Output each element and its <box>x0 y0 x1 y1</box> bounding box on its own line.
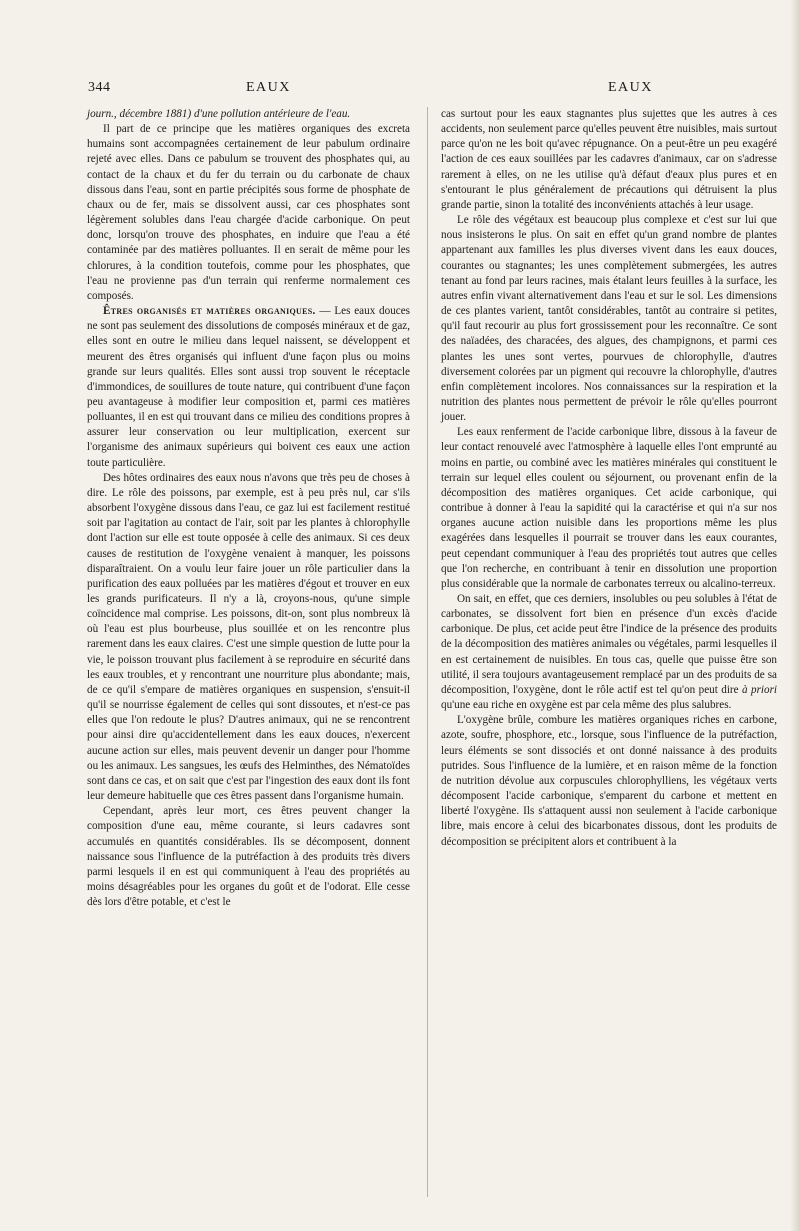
column-divider <box>427 107 428 1197</box>
left-column <box>87 107 410 910</box>
paragraph-text: qu'une eau riche en oxygène est par cela même des plus salubres. <box>441 699 732 712</box>
paragraph: L'oxygène brûle, combure les matières organiques riches en carbone, azote, soufre, phosphore, etc., lorsque, sous l'influence de la putréfaction, leurs éléments se sont dissociés et ont donné naissance à des produits putrides. Sous l'influence de la lumière, et en raison même de la fonction de nutrition dévolue aux corpuscules chlorophylliens, les végétaux verts décomposent l'acide carbonique, s'emparent du carbone et mettent en liberté l'oxygène. Ils s'attaquent aussi non seulement à l'acide carbonique libre, mais encore à celui des bicarbonates dissous, dont les produits de décomposition se précipitent alors et contribuent à la <box>441 714 777 848</box>
paragraph <box>441 592 777 713</box>
page-number: 344 <box>88 80 111 95</box>
paragraph-text: On sait, en effet, que ces derniers, insolubles ou peu solubles à l'état de carbonates, se dissolvent fort bien en présence d'un excès d'acide carbonique. De plus, cet acide peut être l'indice de la présence des produits de la décomposition des matières animales ou végétales, parmi lesquelles il en est certainement de nuisibles. En tous cas, quelle que puisse être son utilité, il sera toujours avantageusement remplacé par un des produits de sa décomposition, l'oxygène, dont le rôle actif est tel qu'on peut dire <box>441 593 777 696</box>
paragraph-continuation <box>87 107 410 122</box>
paragraph: Les eaux renferment de l'acide carbonique libre, dissous à la faveur de leur contact renouvelé avec l'atmosphère à laquelle elles l'ont emprunté au moins en partie, ou combiné avec les matières minérales qui constituent le terrain sur lequel elles coulent ou séjournent, ou provenant enfin de la décomposition des matières organiques. Cet acide carbonique, qui contribue à donner à l'eau la sapidité qui la caractérise et qui n'a sur nos organes aucune action nuisible dans les proportions même les plus exagérées dans lesquelles il pourrait se trouver dans les eaux courantes, peut cependant communiquer à l'eau des propriétés tout autres que celles que l'on recherche, en contribuant à tenir en dissolution une proportion plus considérable que la normale de carbonates terreux ou alcalino-terreux. <box>441 426 777 590</box>
paragraph-text: journ., décembre 1881) d'une pollution antérieure de l'eau. <box>87 108 351 120</box>
paragraph: Il part de ce principe que les matières organiques des excreta humains sont accompagnées certainement de leur pabulum ordinaire rejeté avec elles. Dans ce pabulum se trouvent des phosphates qui, au contact de la chaux et du fer du terrain ou du carbonate de chaux dissous dans l'eau, sont en partie précipités sous forme de phosphate de chaux ou de fer, mais se dissolvent aussi, car ces phosphates sont légèrement solubles dans l'eau chargée d'acide carbonique. On peut donc, lorsqu'on trouve des phosphates, en induire que l'eau a été contaminée par des matières polluantes. Il en serait de même pour les chlorures, à la condition toutefois, comme pour les phosphates, que l'eau ne provienne pas d'un terrain qui renferme normalement ces composés. <box>87 123 410 302</box>
running-head-left: EAUX <box>246 80 291 95</box>
page-edge-shadow <box>790 0 800 1231</box>
running-head-right: EAUX <box>608 80 653 95</box>
section-heading: Êtres organisés et matières organiques. <box>103 305 316 318</box>
page-header <box>0 80 800 102</box>
paragraph: Le rôle des végétaux est beaucoup plus complexe et c'est sur lui que nous insisterons le plus. On sait en effet qu'un grand nombre de plantes appartenant aux familles les plus diverses vivent dans les eaux douces, courantes ou stagnantes; les unes complètement submergées, les autres tenant au fond par leurs racines, mais étalant leurs feuilles à la surface, les autres enfin vivant alternativement dans l'eau et sur le sol. Les dimensions de ces plantes varient, tantôt considérables, tantôt au contraire si petites, qu'il faut recourir au plus fort grossissement pour les reconnaître. Ce sont des naïadées, des characées, des algues, des champignons, et parmi ces plantes les unes sont vertes, pourvues de chlorophylle, d'autres diversement colorées par un pigment qui recouvre la chlorophylle, d'autres enfin complètement incolores. Nos connaissances sur la respiration et la nutrition des plantes nous permettent de prévoir le rôle qu'elles pourront jouer. <box>441 214 777 424</box>
section-paragraph <box>87 304 410 471</box>
right-column <box>441 107 777 850</box>
paragraph-text: — Les eaux douces ne sont pas seulement des dissolutions de composés minéraux et de gaz, elles sont en outre le milieu dans lequel naissent, se développent et meurent des êtres organisés qui influent d'une façon plus ou moins grande sur leurs qualités. Elles sont aussi trop souvent le réceptacle d'immondices, de souillures de toute nature, qui contribuent d'une façon peu avantageuse à modifier leur composition et, parmi ces matières polluantes, il en est qui trouvant dans ce milieu des conditions propres à assurer leur conservation ou leur multiplication, exercent sur l'organisme des animaux supérieurs qui boivent ces eaux une action toute particulière. <box>87 305 410 469</box>
paragraph: Cependant, après leur mort, ces êtres peuvent changer la composition d'une eau, même courante, si leurs cadavres sont accumulés en quantités considérables. Ils se décomposent, donnent naissance sous l'influence de la putréfaction à des produits très divers parmi lesquels il en est qui communiquent à l'eau des propriétés au moins désagréables pour les organes du goût et de l'odorat. Elle cesse dès lors d'être potable, et c'est le <box>87 805 410 909</box>
paragraph: Des hôtes ordinaires des eaux nous n'avons que très peu de choses à dire. Le rôle des poissons, par exemple, est à peu près nul, car s'ils absorbent l'oxygène dissous dans l'eau, ce gaz lui est facilement restitué soit par l'agitation au contact de l'air, soit par les plantes à chlorophylle dont l'action sur elle est toute opposée à celle des animaux. Si ces deux causes de restitution de l'oxygène venaient à manquer, les poissons disparaîtraient. On a voulu leur faire jouer un rôle particulier dans la purification des eaux polluées par les matières d'égout et trouver en eux les grands purificateurs. Il n'y a là, croyons-nous, qu'une simple coïncidence mal comprise. Les poissons, dit-on, sont plus nombreux là où l'eau est plus bourbeuse, plus souillée et on les rencontre plus rarement dans les eaux claires. C'est une simple question de lutte pour la vie, le poisson trouvant plus facilement à se reproduire en sécurité dans les eaux troubles, et y rencontrant une nourriture plus abondante; mais, de ce qu'il s'empare de matières organiques en suspension, s'ensuit-il qu'il se nourrisse également de celles qui sont dissoutes, et n'est-ce pas elles que l'on redoute le plus? D'autres animaux, qui ne se rencontrent pour ainsi dire qu'accidentellement dans les eaux douces, n'exercent aucune action sur elles, mais peuvent devenir un danger pour l'homme ou les animaux. Les sangsues, les œufs des Helminthes, des Nématoïdes sont dans ce cas, et on sait que c'est par l'ingestion des eaux dont ils font leur demeure habituelle que ces êtres passent dans l'organisme humain. <box>87 471 410 803</box>
paragraph-continuation: cas surtout pour les eaux stagnantes plus sujettes que les autres à ces accidents, non seulement parce qu'elles peuvent être nuisibles, mais surtout parce qu'on ne les boit qu'avec répugnance. On a peut-être un peu exagéré l'action de ces eaux souillées par les cadavres d'animaux, car on s'adresse rarement à elles, on ne les utilise qu'à défaut d'eaux plus pures et en s'entourant le plus généralement de précautions qui détruisent la plus grande partie, sinon la totalité des inconvénients attachés à leur usage. <box>441 108 777 211</box>
italic-phrase: à priori <box>742 683 778 696</box>
